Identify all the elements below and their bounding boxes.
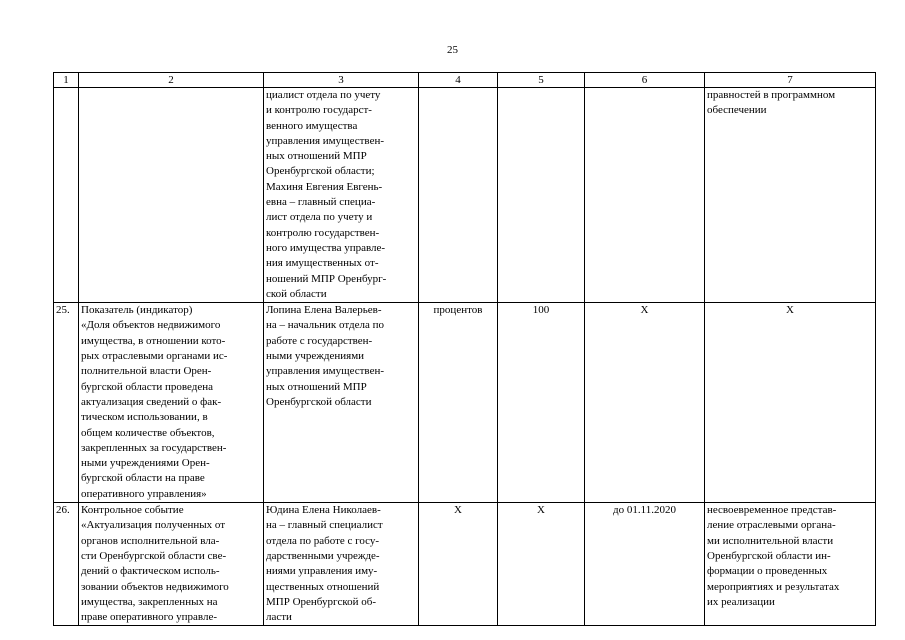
table-row xyxy=(54,503,876,626)
value-cell xyxy=(498,303,585,503)
table-row xyxy=(54,303,876,503)
deadline-text: до 01.11.2020 xyxy=(613,504,676,517)
responsible-text: циалист отдела по учету и контролю государст- венного имущества управления имуществен- ных отношений МПР Оренбургской области; Махиня Евгения Евгень- евна – главный специа- лист отдела по учету и контролю государствен- ного имущества управле- ния имущественных от- ношений МПР Оренбург- ской области xyxy=(266,89,387,300)
indicator-text: Контрольное событие «Актуализация полученных от органов исполнительной вла- сти Оренбургской области све- дений о фактическом исполь- зовании объектов недвижимого имущества, закрепленных на праве оперативного управле- xyxy=(81,504,229,624)
row-number-cell xyxy=(54,303,79,503)
responsible-cell xyxy=(264,303,419,503)
risk-cell xyxy=(705,88,876,303)
indicator-cell xyxy=(79,303,264,503)
column-header: 2 xyxy=(79,73,264,88)
risk-cell xyxy=(705,503,876,626)
page-number: 25 xyxy=(447,44,458,56)
plan-table xyxy=(53,72,876,626)
unit-text: X xyxy=(454,504,462,517)
deadline-cell xyxy=(585,88,705,303)
unit-text: процентов xyxy=(433,304,483,317)
unit-cell xyxy=(419,503,498,626)
row-number: 25. xyxy=(56,304,70,317)
table-header-row xyxy=(54,73,876,88)
risk-text: несвоевременное представ- ление отраслевыми органа- ми исполнительной власти Оренбургской области ин- формации о проведенных мероприятиях и результатах их реализации xyxy=(707,504,840,608)
column-header: 3 xyxy=(264,73,419,88)
value-text: 100 xyxy=(532,304,550,317)
deadline-cell xyxy=(585,303,705,503)
responsible-text: Юдина Елена Николаев- на – главный специалист отдела по работе с госу- дарственными учрежде- ниями управления иму- щественных отношений МПР Оренбургской об- ласти xyxy=(266,504,383,624)
indicator-cell xyxy=(79,503,264,626)
value-cell xyxy=(498,88,585,303)
risk-text: правностей в программном обеспечении xyxy=(707,89,836,117)
row-number: 26. xyxy=(56,504,70,517)
indicator-cell xyxy=(79,88,264,303)
table-row xyxy=(54,88,876,303)
deadline-cell xyxy=(585,503,705,626)
column-header: 4 xyxy=(419,73,498,88)
column-header: 7 xyxy=(705,73,876,88)
responsible-text: Лопина Елена Валерьев- на – начальник отдела по работе с государствен- ными учреждениями управления имуществен- ных отношений МПР Оренбургской области xyxy=(266,304,384,408)
indicator-text: Показатель (индикатор) «Доля объектов недвижимого имущества, в отношении кото- рых отраслевыми органами ис- полнительной власти Орен- бургской области проведена актуализация сведений о фак- тическом использовании, в общем количестве объектов, закрепленных за государствен- ными учреждениями Орен- бургской области на праве оперативного управления» xyxy=(81,304,228,500)
value-text: X xyxy=(537,504,545,517)
responsible-cell xyxy=(264,88,419,303)
risk-text: X xyxy=(786,304,794,317)
column-header: 5 xyxy=(498,73,585,88)
row-number-cell xyxy=(54,503,79,626)
column-header: 1 xyxy=(54,73,79,88)
deadline-text: X xyxy=(640,304,649,317)
row-number-cell xyxy=(54,88,79,303)
responsible-cell xyxy=(264,503,419,626)
value-cell xyxy=(498,503,585,626)
column-header: 6 xyxy=(585,73,705,88)
unit-cell xyxy=(419,303,498,503)
unit-cell xyxy=(419,88,498,303)
risk-cell xyxy=(705,303,876,503)
